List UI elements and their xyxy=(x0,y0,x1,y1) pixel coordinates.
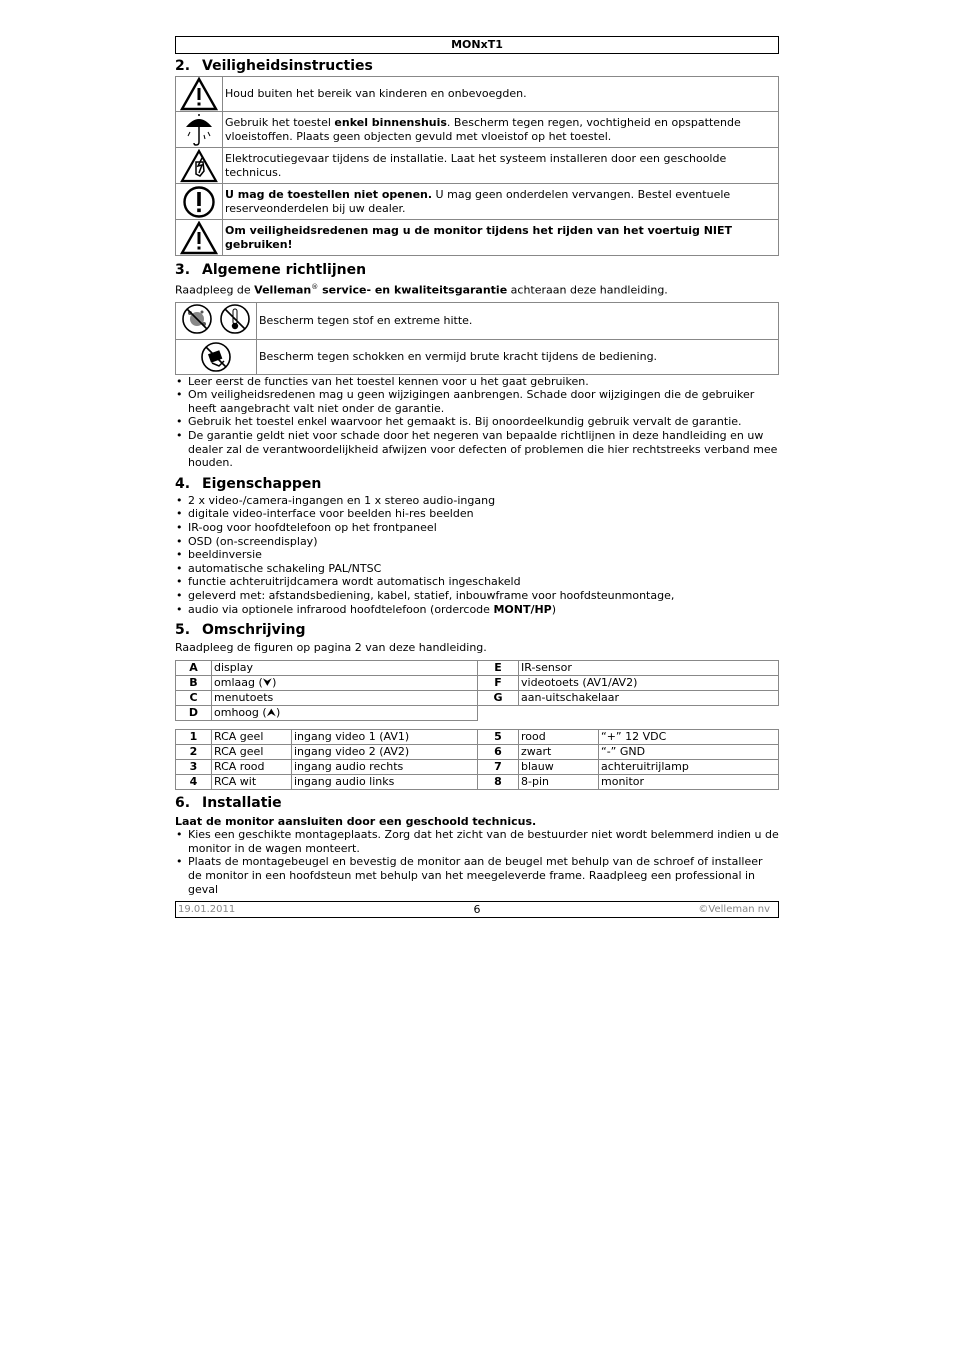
list-item: • Kies een geschikte montageplaats. Zorg dat het zicht van de bestuurder niet wordt belemmerd indien u de monitor in de wagen monteert. xyxy=(175,828,779,855)
installation-list xyxy=(175,828,779,896)
safety-text-5: Om veiligheidsredenen mag u de monitor tijdens het rijden van het voertuig NIET gebruiken! xyxy=(223,220,779,256)
section-2-heading: 2. Veiligheidsinstructies xyxy=(175,58,373,74)
list-item: • Leer eerst de functies van het toestel kennen voor u het gaat gebruiken. xyxy=(175,375,779,389)
list-item: • beeldinversie xyxy=(175,548,779,562)
no-heat-icon xyxy=(218,303,252,335)
list-item: • 2 x video-/camera-ingangen en 1 x stereo audio-ingang xyxy=(175,494,779,508)
guideline-text-2: Bescherm tegen schokken en vermijd brute kracht tijdens de bediening. xyxy=(257,339,779,374)
section-5-heading: 5. Omschrijving xyxy=(175,622,306,639)
footer-date: 19.01.2011 xyxy=(178,904,236,915)
list-item: • IR-oog voor hoofdtelefoon op het frontpaneel xyxy=(175,521,779,535)
warning-triangle-icon xyxy=(176,77,223,112)
table-row: 4 RCA wit ingang audio links 8 8-pin monitor xyxy=(176,774,779,789)
umbrella-icon xyxy=(176,112,223,148)
list-item: • OSD (on-screendisplay) xyxy=(175,535,779,549)
section-3-heading: 3. Algemene richtlijnen xyxy=(175,262,367,278)
list-item: • automatische schakeling PAL/NTSC xyxy=(175,562,779,576)
safety-text-1: Houd buiten het bereik van kinderen en onbevoegden. xyxy=(223,77,779,112)
electrocution-warning-icon xyxy=(176,148,223,184)
list-item: • geleverd met: afstandsbediening, kabel, statief, inbouwframe voor hoofdsteunmontage, xyxy=(175,589,779,603)
guidelines-list xyxy=(175,375,779,470)
table-row: A display E IR-sensor xyxy=(176,660,779,675)
table-row: D omhoog (⮝) xyxy=(176,705,779,720)
safety-table xyxy=(175,76,779,256)
features-list xyxy=(175,494,779,616)
section-3-intro: Raadpleeg de Velleman® service- en kwaliteitsgarantie achteraan deze handleiding. xyxy=(175,283,668,297)
guideline-text-1: Bescherm tegen stof en extreme hitte. xyxy=(257,303,779,340)
parts-table xyxy=(175,660,779,721)
list-item: • Om veiligheidsredenen mag u geen wijzigingen aanbrengen. Schade door wijzigingen die de gebruiker heeft aangebracht valt niet onder de garantie. xyxy=(175,388,779,415)
page-footer xyxy=(175,901,779,918)
table-row: C menutoets G aan-uitschakelaar xyxy=(176,690,779,705)
section-6-lead: Laat de monitor aansluiten door een geschoold technicus. xyxy=(175,814,537,828)
table-row: 1 RCA geel ingang video 1 (AV1) 5 rood “+” 12 VDC xyxy=(176,729,779,744)
safety-text-4: U mag de toestellen niet openen. U mag geen onderdelen vervangen. Bestel eventuele reserveonderdelen bij uw dealer. xyxy=(223,184,779,220)
list-item: • De garantie geldt niet voor schade door het negeren van bepaalde richtlijnen in deze handleiding en uw dealer zal de verantwoordelijkheid afwijzen voor defecten of problemen die hier rechtstreeks verband mee houden. xyxy=(175,429,779,470)
list-item: • Plaats de montagebeugel en bevestig de monitor aan de beugel met behulp van de schroef of installeer de monitor in een hoofdsteun met behulp van het meegeleverde frame. Raadpleeg een professional in geval xyxy=(175,855,779,896)
safety-text-2: Gebruik het toestel enkel binnenshuis. Bescherm tegen regen, vochtigheid en opspattende vloeistoffen. Plaats geen objecten gevuld met vloeistof op het toestel. xyxy=(223,112,779,148)
page-header: MONxT1 xyxy=(175,36,779,54)
safety-text-3: Elektrocutiegevaar tijdens de installatie. Laat het systeem installeren door een geschoolde technicus. xyxy=(223,148,779,184)
no-shock-icon xyxy=(199,341,233,373)
list-item: • functie achteruitrijdcamera wordt automatisch ingeschakeld xyxy=(175,575,779,589)
exclamation-circle-icon xyxy=(176,184,223,220)
list-item: • Gebruik het toestel enkel waarvoor het gemaakt is. Bij onoordeelkundig gebruik vervalt de garantie. xyxy=(175,415,779,429)
manual-page xyxy=(175,36,779,896)
footer-copyright: ©Velleman nv xyxy=(698,904,770,915)
connectors-table xyxy=(175,729,779,790)
table-row: B omlaag (⮟) F videotoets (AV1/AV2) xyxy=(176,675,779,690)
table-row: 2 RCA geel ingang video 2 (AV2) 6 zwart “-” GND xyxy=(176,744,779,759)
section-5-intro: Raadpleeg de figuren op pagina 2 van deze handleiding. xyxy=(175,641,487,655)
list-item: • digitale video-interface voor beelden hi-res beelden xyxy=(175,507,779,521)
page-number: 6 xyxy=(473,903,481,916)
no-dust-icon xyxy=(180,303,214,335)
warning-triangle-icon xyxy=(176,220,223,256)
guidelines-table xyxy=(175,302,779,375)
section-6-heading: 6. Installatie xyxy=(175,794,282,811)
section-4-heading: 4. Eigenschappen xyxy=(175,475,322,492)
list-item: • audio via optionele infrarood hoofdtelefoon (ordercode MONT/HP) xyxy=(175,603,779,617)
table-row: 3 RCA rood ingang audio rechts 7 blauw achteruitrijlamp xyxy=(176,759,779,774)
